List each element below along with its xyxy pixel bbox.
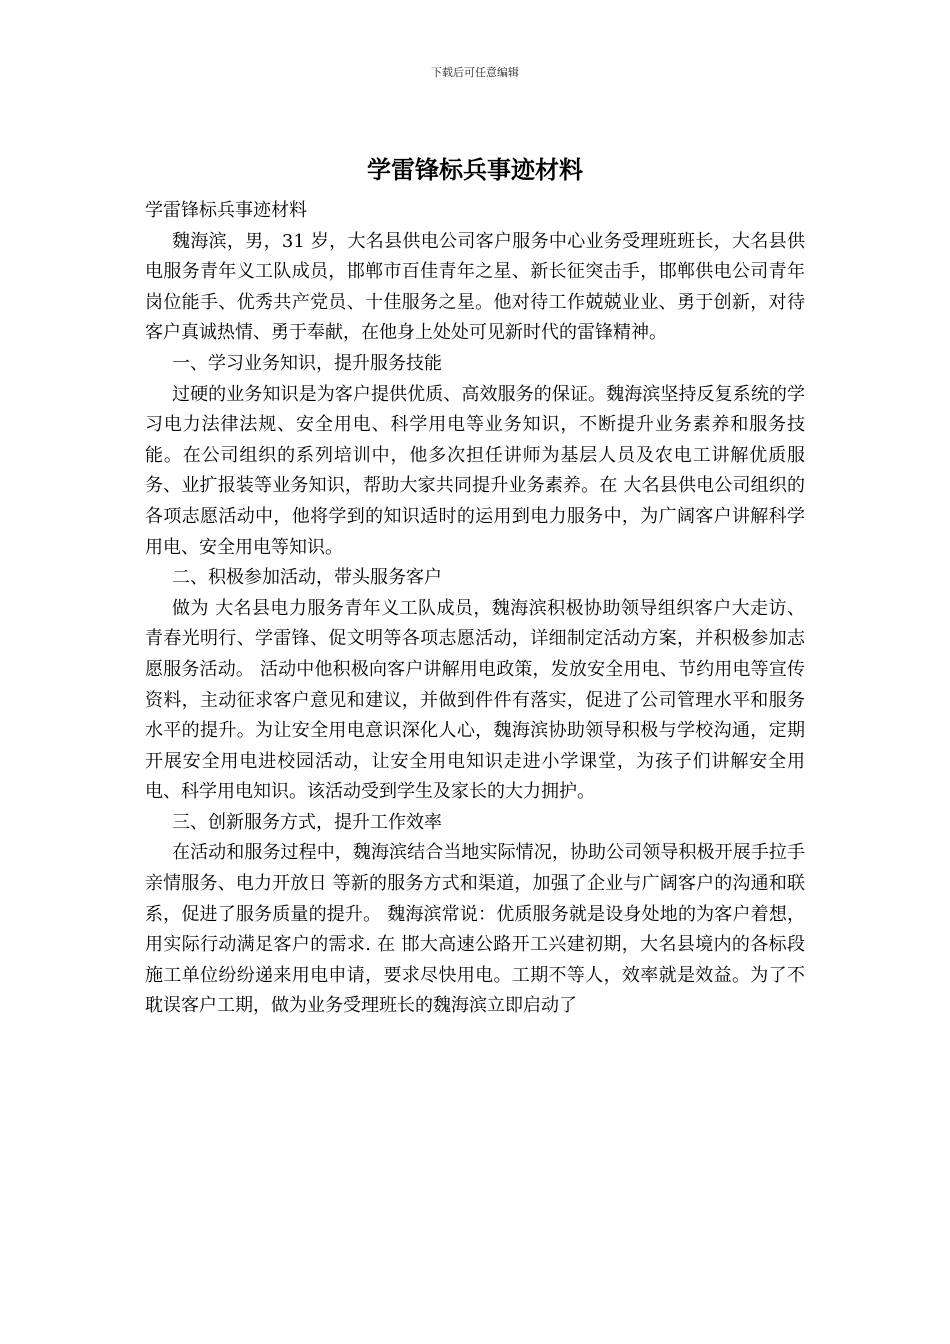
paragraph-intro: 魏海滨，男，31 岁，大名县供电公司客户服务中心业务受理班班长，大名县供电服务青年义工队成员，邯郸市百佳青年之星、新长征突击手，邯郸供电公司青年岗位能手、优秀共产党员、十佳服务之星。他对待工作兢兢业业、勇于创新，对待客户真诚热情、勇于奉献，在他身上处处可见新时代的雷锋精神。 (145, 230, 805, 344)
section-heading-3: 三、创新服务方式，提升工作效率 (172, 811, 442, 833)
paragraph-section-3: 在活动和服务过程中，魏海滨结合当地实际情况，协助公司领导积极开展手拉手亲情服务、电力开放日 等新的服务方式和渠道，加强了企业与广阔客户的沟通和联系，促进了服务质量的提升。 魏海滨常说：优质服务就是设身处地的为客户着想，用实际行动满足客户的需求. 在 邯大高速公路开工兴建初期，大名县境内的各标段施工单位纷纷递来用电申请，要求尽快用电。工期不等人，效率就是效益。为了不耽误客户工期，做为业务受理班长的魏海滨立即启动了 (145, 842, 805, 1017)
document-body (145, 196, 805, 1022)
section-heading-1: 一、学习业务知识，提升服务技能 (172, 352, 442, 374)
paragraph-section-2: 做为 大名县电力服务青年义工队成员，魏海滨积极协助领导组织客户大走访、青春光明行、学雷锋、促文明等各项志愿活动，详细制定活动方案，并积极参加志愿服务活动。 活动中他积极向客户讲解用电政策，发放安全用电、节约用电等宣传资料，主动征求客户意见和建议，并做到件件有落实，促进了公司管理水平和服务水平的提升。为让安全用电意识深化人心，魏海滨协助领导积极与学校沟通，定期开展安全用电进校园活动，让安全用电知识走进小学课堂，为孩子们讲解安全用电、科学用电知识。该活动受到学生及家长的大力拥护。 (145, 597, 805, 803)
document-title: 学雷锋标兵事迹材料 (367, 155, 583, 184)
header-note: 下载后可任意编辑 (431, 66, 519, 79)
section-heading-2: 二、积极参加活动，带头服务客户 (172, 567, 442, 589)
paragraph-section-1: 过硬的业务知识是为客户提供优质、高效服务的保证。魏海滨坚持反复系统的学习电力法律法规、安全用电、科学用电等业务知识，不断提升业务素养和服务技能。在公司组织的系列培训中，他多次担任讲师为基层人员及农电工讲解优质服务、业扩报装等业务知识，帮助大家共同提升业务素养。在 大名县供电公司组织的 各项志愿活动中，他将学到的知识适时的运用到电力服务中，为广阔客户讲解科学用电、安全用电等知识。 (145, 383, 805, 558)
subtitle-line: 学雷锋标兵事迹材料 (145, 200, 307, 221)
